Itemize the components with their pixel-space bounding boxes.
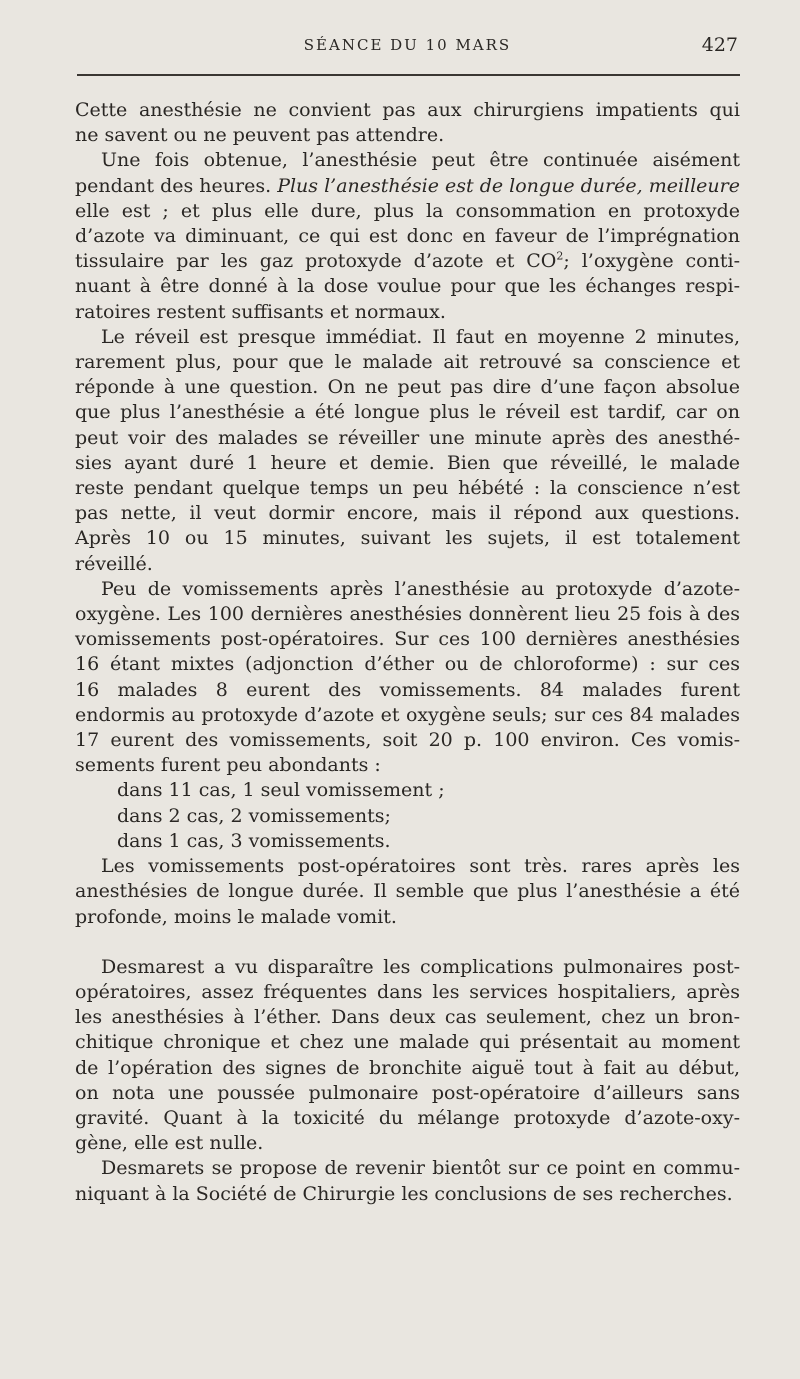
text-line: Desmarest a vu disparaître les complications pulmonaires post- [101, 955, 740, 978]
page-number: 427 [701, 34, 738, 56]
superscript: 2 [556, 249, 564, 263]
text-line: opératoires, assez fréquentes dans les services hospitaliers, après [75, 980, 740, 1003]
text-line: chitique chronique et chez une malade qui présentait au moment [75, 1031, 740, 1054]
text-line [75, 174, 740, 199]
page-header [75, 34, 740, 60]
text-line: niquant à la Société de Chirurgie les conclusions de ses recherches. [75, 1182, 733, 1205]
text-line: gravité. Quant à la toxicité du mélange protoxyde d’azote-oxy- [75, 1106, 740, 1129]
text-line: réveillé. [75, 552, 153, 575]
text-line: de l’opération des signes de bronchite aiguë tout à fait au début, [75, 1056, 740, 1079]
text-line: endormis au protoxyde d’azote et oxygène seuls; sur ces 84 malades [75, 703, 740, 726]
text-line: nuant à être donné à la dose voulue pour que les échanges respi- [75, 275, 740, 298]
text-line: vomissements post-opératoires. Sur ces 100 dernières anesthésies [75, 628, 740, 651]
text-line: Cette anesthésie ne convient pas aux chirurgiens impatients qui [75, 99, 740, 121]
text-line: 16 malades 8 eurent des vomissements. 84 malades furent [75, 678, 740, 701]
text-line-part: tissulaire par les gaz protoxyde d’azote et CO [75, 250, 557, 273]
text-line [75, 249, 740, 274]
text-line: gène, elle est nulle. [75, 1132, 264, 1155]
text-line-part: pendant des heures. [75, 174, 278, 197]
body-text [75, 98, 740, 1207]
text-line: 17 eurent des vomissements, soit 20 p. 100 environ. Ces vomis- [75, 729, 740, 752]
italic-phrase: Plus l’anesthésie est de longue durée, meilleure [277, 174, 740, 197]
text-line: pas nette, il veut dormir encore, mais il répond aux questions. [75, 502, 740, 525]
text-line: peut voir des malades se réveiller une minute après des anesthé- [75, 426, 740, 449]
list-item: dans 1 cas, 3 vomissements. [117, 829, 391, 852]
text-line: ne savent ou ne peuvent pas attendre. [75, 124, 445, 147]
header-rule [77, 74, 740, 76]
text-line: Après 10 ou 15 minutes, suivant les sujets, il est totalement [75, 527, 740, 550]
text-line: Les vomissements post-opératoires sont très. rares après les [101, 855, 740, 878]
text-line: elle est ; et plus elle dure, plus la consommation en protoxyde [75, 199, 740, 222]
text-line: sements furent peu abondants : [75, 754, 381, 777]
text-line: que plus l’anesthésie a été longue plus le réveil est tardif, car on [75, 401, 740, 424]
text-line: Desmarets se propose de revenir bientôt sur ce point en commu- [101, 1157, 740, 1180]
text-line: Le réveil est presque immédiat. Il faut en moyenne 2 minutes, [101, 325, 740, 348]
text-line: reste pendant quelque temps un peu hébété : la conscience n’est [75, 477, 740, 500]
text-line: ratoires restent suffisants et normaux. [75, 300, 446, 323]
text-line: anesthésies de longue durée. Il semble que plus l’anesthésie a été [75, 880, 740, 903]
text-line: Peu de vomissements après l’anesthésie au protoxyde d’azote- [101, 577, 740, 600]
running-head: SÉANCE DU 10 MARS [303, 36, 512, 54]
text-line: sies ayant duré 1 heure et demie. Bien que réveillé, le malade [75, 451, 740, 474]
text-line: les anesthésies à l’éther. Dans deux cas seulement, chez un bron- [75, 1006, 740, 1029]
paragraph-gap [75, 930, 740, 955]
text-line: rarement plus, pour que le malade ait retrouvé sa conscience et [75, 351, 740, 374]
text-line: réponde à une question. On ne peut pas dire d’une façon absolue [75, 376, 740, 399]
text-line: Une fois obtenue, l’anesthésie peut être continuée aisément [101, 149, 740, 172]
list-item: dans 2 cas, 2 vomissements; [117, 804, 391, 827]
text-line: d’azote va diminuant, ce qui est donc en faveur de l’imprégnation [75, 225, 740, 248]
text-line: on nota une poussée pulmonaire post-opératoire d’ailleurs sans [75, 1081, 740, 1104]
text-line: oxygène. Les 100 dernières anesthésies donnèrent lieu 25 fois à des [75, 603, 740, 626]
text-line-part: ; l’oxygène conti- [563, 250, 740, 273]
text-line: profonde, moins le malade vomit. [75, 905, 397, 928]
list-item: dans 11 cas, 1 seul vomissement ; [117, 779, 445, 802]
text-line: 16 étant mixtes (adjonction d’éther ou de chloroforme) : sur ces [75, 653, 740, 676]
